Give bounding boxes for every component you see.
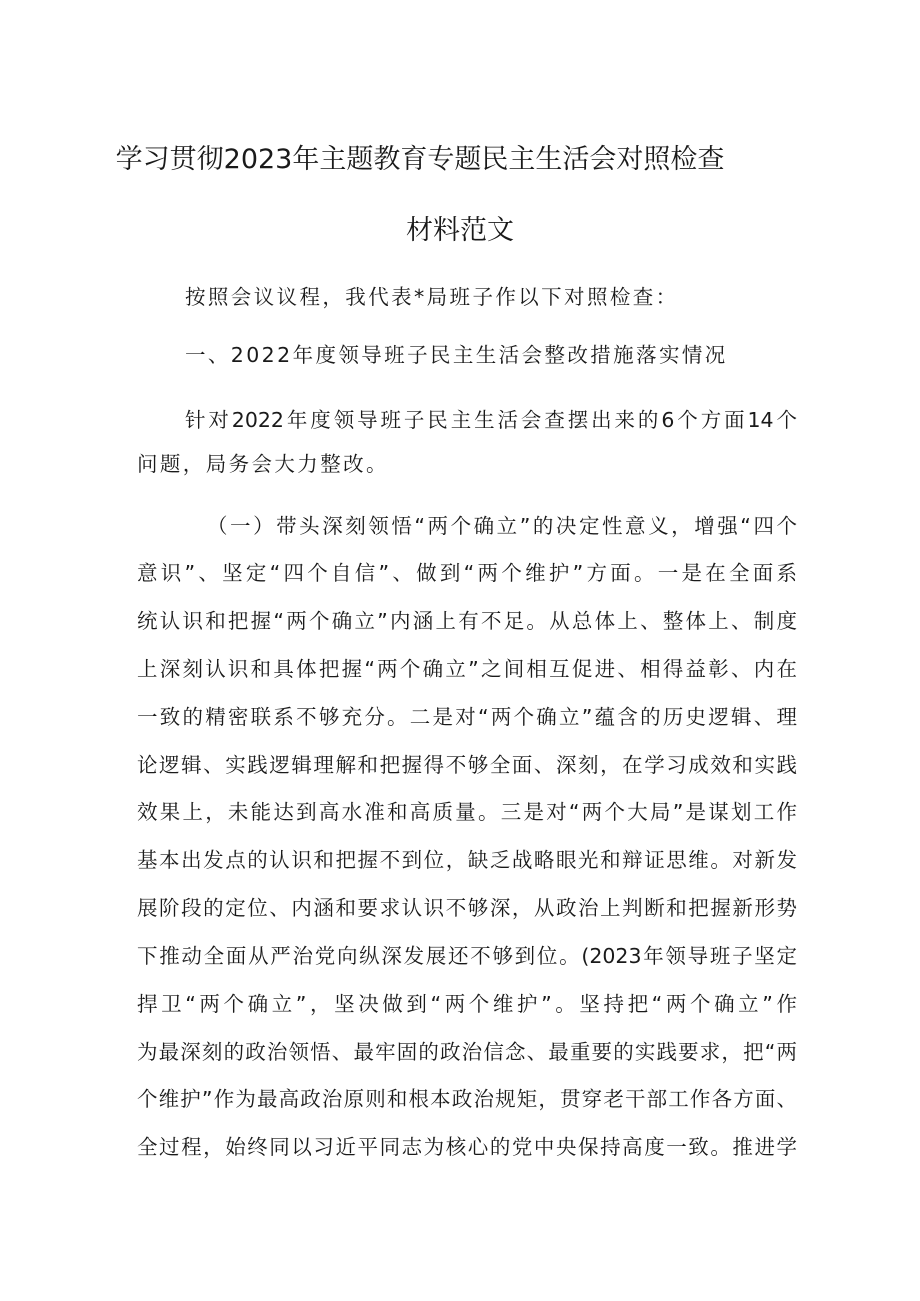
paragraph-line: 论逻辑、实践逻辑理解和把握得不够全面、深刻，在学习成效和实践 [137, 753, 797, 777]
paragraph-line: 上深刻认识和具体把握“两个确立”之间相互促进、相得益彰、内在 [137, 657, 797, 681]
section-heading-1: 一、2022年度领导班子民主生活会整改措施落实情况 [185, 343, 728, 367]
paragraph-line: 针对2022年度领导班子民主生活会查摆出来的6个方面14个 [185, 408, 797, 432]
document-title-line-2: 材料范文 [406, 215, 514, 246]
paragraph-line: 全过程，始终同以习近平同志为核心的党中央保持高度一致。推进学 [137, 1135, 797, 1159]
subsection-line: （一）带头深刻领悟“两个确立”的决定性意义，增强“四个 [207, 514, 797, 538]
paragraph-line: 为最深刻的政治领悟、最牢固的政治信念、最重要的实践要求，把“两 [137, 1040, 797, 1064]
paragraph-line: 一致的精密联系不够充分。二是对“两个确立”蕴含的历史逻辑、理 [137, 705, 797, 729]
paragraph-line: 下推动全面从严治党向纵深发展还不够到位。(2023年领导班子坚定 [137, 944, 797, 968]
paragraph-line: 意识”、坚定“四个自信”、做到“两个维护”方面。一是在全面系 [137, 561, 797, 585]
paragraph-line: 统认识和把握“两个确立”内涵上有不足。从总体上、整体上、制度 [137, 609, 797, 633]
paragraph-line: 问题，局务会大力整改。 [137, 452, 389, 476]
paragraph-line: 效果上，未能达到高水准和高质量。三是对“两个大局”是谋划工作 [137, 800, 797, 824]
paragraph-line: 基本出发点的认识和把握不到位，缺乏战略眼光和辩证思维。对新发 [137, 848, 797, 872]
document-title-line-1: 学习贯彻2023年主题教育专题民主生活会对照检查 [115, 144, 725, 175]
paragraph-line: 展阶段的定位、内涵和要求认识不够深，从政治上判断和把握新形势 [137, 896, 797, 920]
paragraph-line: 个维护”作为最高政治原则和根本政治规矩，贯穿老干部工作各方面、 [137, 1087, 797, 1111]
paragraph-line: 捍卫“两个确立”，坚决做到“两个维护”。坚持把“两个确立”作 [137, 992, 797, 1016]
paragraph-intro: 按照会议议程，我代表*局班子作以下对照检查： [185, 285, 679, 309]
